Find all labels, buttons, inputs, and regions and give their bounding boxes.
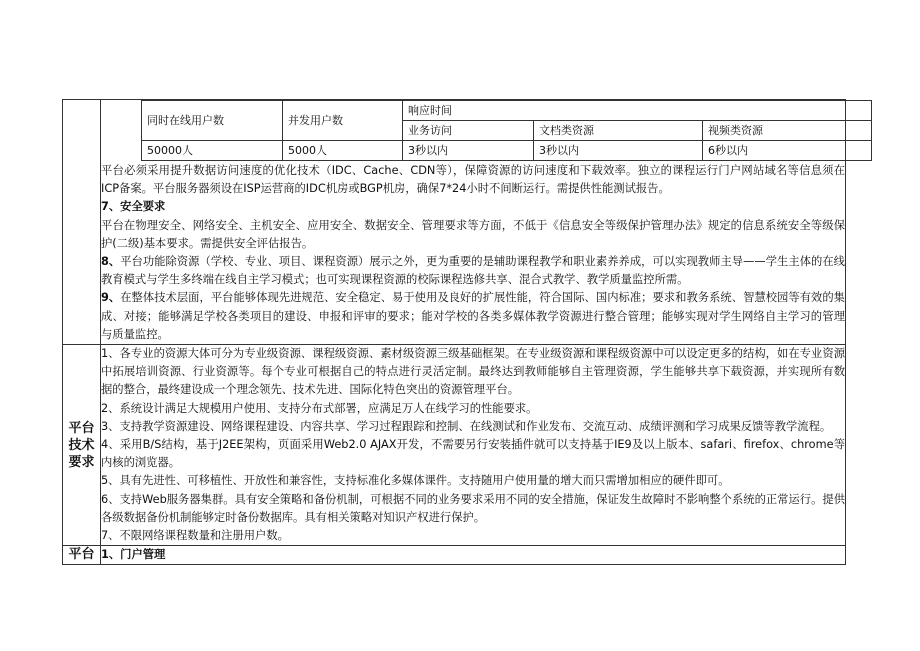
platform-content — [101, 546, 846, 565]
item-8-text: 平台功能除资源（学校、专业、项目、课程资源）展示之外，更为重要的是辅助课程教学和职业素养养成，可以实现教师主导——学生主体的在线教育模式与学生多终端在线自主学习模式；也可实现课程资源的校际课程选修共享、混合式教学、教学质量监控所需。 — [101, 255, 845, 287]
empty-label-cell — [63, 100, 101, 345]
item-9-number: 9、 — [101, 291, 121, 305]
performance-table — [141, 100, 872, 161]
tech-item-4: 4、采用B/S结构，基于J2EE架构，页面采用Web2.0 AJAX开发，不需要另行安装插件就可以支持基于IE9及以上版本、safari、firefox、chrome等内核的浏览器。 — [101, 438, 845, 470]
tech-item-7: 7、不限网络课程数量和注册用户数。 — [101, 529, 289, 543]
header-response-time: 响应时间 — [403, 101, 872, 121]
item-9-paragraph — [101, 289, 845, 344]
item-8-paragraph — [101, 253, 845, 289]
tech-requirements-content — [101, 345, 846, 546]
platform-row — [63, 546, 846, 565]
platform-label: 平台 — [63, 546, 101, 565]
value-video-time: 6秒以内 — [703, 141, 872, 161]
tech-item-2: 2、系统设计满足大规模用户使用、支持分布式部署，应满足万人在线学习的性能要求。 — [101, 401, 538, 415]
tech-label-text: 平台技术要求 — [68, 420, 95, 470]
header-video-resource: 视频类资源 — [703, 121, 872, 141]
item-8-number: 8、 — [101, 255, 121, 269]
performance-row — [63, 100, 846, 345]
tech-item-1: 1、各专业的资源大体可分为专业级资源、课程级资源、素材级资源三级基础框架。在专业级资源和课程级资源中可以设定更多的结构，如在专业资源中拓展培训资源、行业资源等。每个专业可根据自己的特点进行灵活定制。最终达到教师能够自主管理资源，学生能够共享下载资源，并实现所有数据的整合，最终建设成一个理念领先、技术先进、国际化特色突出的资源管理平台。 — [101, 347, 845, 397]
tech-item-6: 6、支持Web服务器集群。具有安全策略和备份机制，可根据不同的业务要求采用不同的安全措施，保证发生故障时不影响整个系统的正常运行。提供各级数据备份机制能够定时备份数据库。具有相关策略对知识产权进行保护。 — [101, 492, 845, 524]
value-online-users: 50000人 — [142, 141, 283, 161]
header-business-access: 业务访问 — [403, 121, 534, 141]
value-concurrent-users: 5000人 — [283, 141, 403, 161]
header-concurrent-online: 同时在线用户数 — [142, 101, 283, 141]
requirements-table — [62, 99, 846, 565]
header-doc-resource: 文档类资源 — [534, 121, 703, 141]
tech-requirements-row — [63, 345, 846, 546]
value-business-time: 3秒以内 — [403, 141, 534, 161]
tech-item-5: 5、具有先进性、可移植性、开放性和兼容性，支持标准化多媒体课件。支持随用户使用量的增大而只需增加相应的硬件即可。 — [101, 474, 730, 488]
tech-requirements-label — [63, 345, 101, 546]
security-paragraph: 平台在物理安全、网络安全、主机安全、应用安全、数据安全、管理要求等方面，不低于《信息安全等级保护管理办法》规定的信息系统安全等级保护(二级)基本要求。需提供安全评估报告。 — [101, 218, 845, 250]
header-concurrent: 并发用户数 — [283, 101, 403, 141]
tech-item-3: 3、支持教学资源建设、网络课程建设、内容共享、学习过程跟踪和控制、在线测试和作业发布、交流互动、成绩评测和学习成果反馈等教学流程。 — [101, 419, 832, 433]
performance-content — [101, 100, 846, 345]
security-heading: 7、安全要求 — [101, 200, 166, 214]
performance-paragraph: 平台必须采用提升数据访问速度的优化技术（IDC、Cache、CDN等），保障资源的访问速度和下载效率。独立的课程运行门户网站域名等信息须在ICP备案。平台服务器须设在ISP运营商的IDC机房或BGP机房，确保7*24小时不间断运行。需提供性能测试报告。 — [101, 164, 845, 196]
value-doc-time: 3秒以内 — [534, 141, 703, 161]
item-9-text: 在整体技术层面，平台能够体现先进规范、安全稳定、易于使用及良好的扩展性能，符合国际、国内标准；要求和教务系统、智慧校园等有效的集成、对接；能够满足学校各类项目的建设、申报和评审的要求；能对学校的各类多媒体教学资源进行整合管理；能够实现对学生网络自主学习的管理与质量监控。 — [101, 291, 845, 341]
portal-management-heading: 1、门户管理 — [101, 548, 166, 562]
